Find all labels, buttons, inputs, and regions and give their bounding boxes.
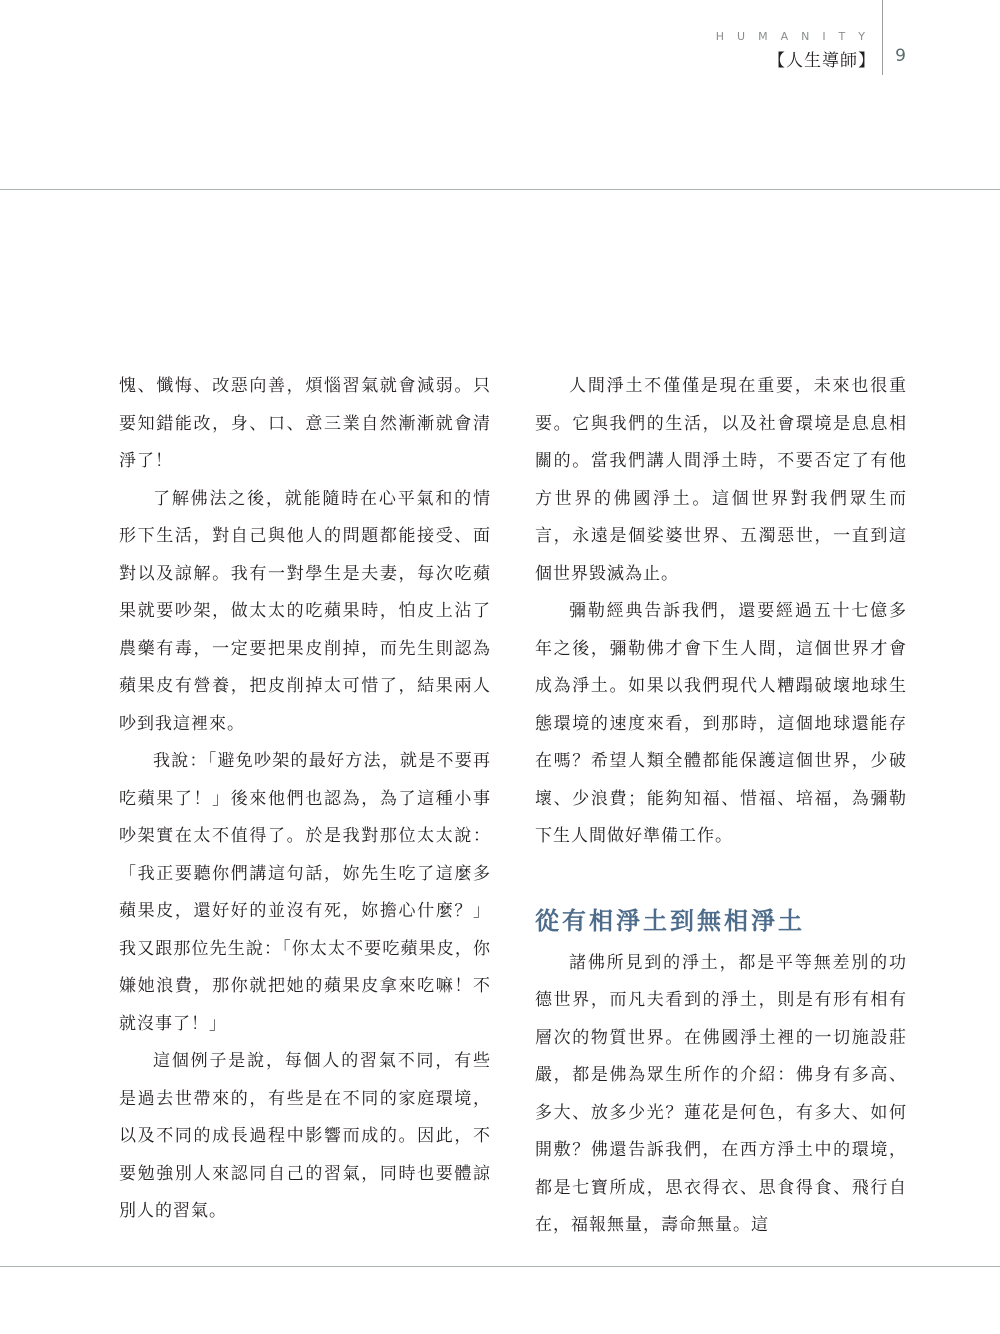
top-rule xyxy=(0,189,1000,190)
right-column xyxy=(535,368,907,1245)
running-title: HUMANITY xyxy=(715,30,878,43)
section-label: 【人生導師】 xyxy=(768,51,876,71)
paragraph: 我說：「避免吵架的最好方法，就是不要再吃蘋果了！」後來他們也認為，為了這種小事吵架實在太不值得了。於是我對那位太太說：「我正要聽你們講這句話，妳先生吃了這麼多蘋果皮，還好好的並沒有死，妳擔心什麼？」我又跟那位先生說：「你太太不要吃蘋果皮，你嫌她浪費，那你就把她的蘋果皮拿來吃嘛！不就沒事了！」 xyxy=(119,751,491,1034)
paragraph: 這個例子是說，每個人的習氣不同，有些是過去世帶來的，有些是在不同的家庭環境，以及不同的成長過程中影響而成的。因此，不要勉強別人來認同自己的習氣，同時也要體諒別人的習氣。 xyxy=(119,1051,491,1221)
paragraph: 諸佛所見到的淨土，都是平等無差別的功德世界，而凡夫看到的淨土，則是有形有相有層次的物質世界。在佛國淨土裡的一切施設莊嚴，都是佛為眾生所作的介紹：佛身有多高、多大、放多少光？蓮花是何色，有多大、如何開敷？佛還告訴我們，在西方淨土中的環境，都是七寶所成，思衣得衣、思食得食、飛行自在，福報無量，壽命無量。這 xyxy=(535,952,907,1235)
header-divider xyxy=(882,0,883,75)
paragraph: 了解佛法之後，就能隨時在心平氣和的情形下生活，對自己與他人的問題都能接受、面對以及諒解。我有一對學生是夫妻，每次吃蘋果就要吵架，做太太的吃蘋果時，怕皮上沾了農藥有毒，一定要把果皮削掉，而先生則認為蘋果皮有營養，把皮削掉太可惜了，結果兩人吵到我這裡來。 xyxy=(119,488,491,734)
bottom-rule xyxy=(0,1266,1000,1267)
paragraph: 彌勒經典告訴我們，還要經過五十七億多年之後，彌勒佛才會下生人間，這個世界才會成為淨土。如果以我們現代人糟蹋破壞地球生態環境的速度來看，到那時，這個地球還能存在嗎？希望人類全體都能保護這個世界，少破壞、少浪費；能夠知福、惜福、培福，為彌勒下生人間做好準備工作。 xyxy=(535,601,907,846)
paragraph: 愧、懺悔、改惡向善，煩惱習氣就會減弱。只要知錯能改，身、口、意三業自然漸漸就會清淨了！ xyxy=(119,376,491,471)
page-header xyxy=(700,0,1000,80)
section-subheading: 從有相淨土到無相淨土 xyxy=(535,906,805,935)
page-number: 9 xyxy=(895,46,906,66)
paragraph: 人間淨土不僅僅是現在重要，未來也很重要。它與我們的生活，以及社會環境是息息相關的。當我們講人間淨土時，不要否定了有他方世界的佛國淨土。這個世界對我們眾生而言，永遠是個娑婆世界、五濁惡世，一直到這個世界毀滅為止。 xyxy=(535,376,907,584)
left-column xyxy=(119,368,491,1231)
